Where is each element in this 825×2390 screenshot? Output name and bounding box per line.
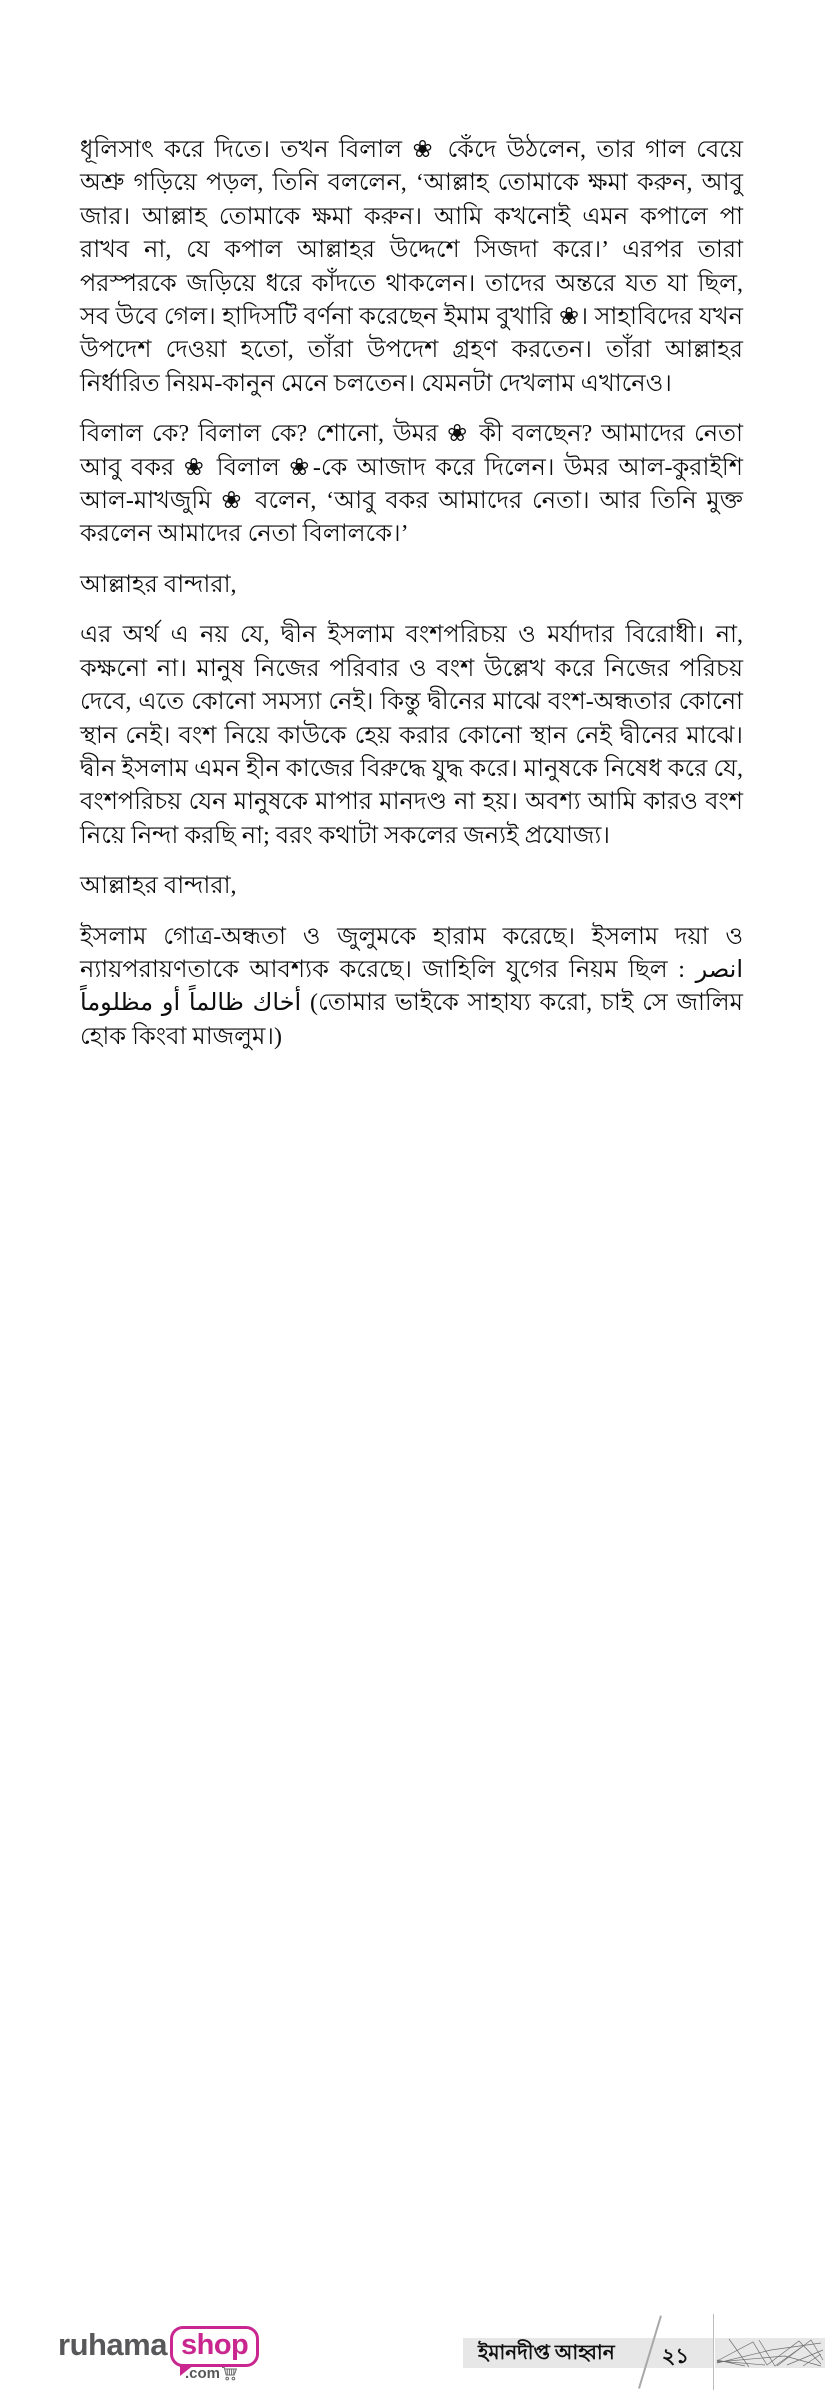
body-paragraph-4: ইসলাম গোত্র-অন্ধতা ও জুলুমকে হারাম করেছে। ইসলাম দয়া ও ন্যায়পরায়ণতাকে আবশ্যক করেছে। জাহিলি যুগের নিয়ম ছিল : انصر أخاك ظالماً أو مظلوماً (তোমার ভাইকে সাহায্য করো, চাই সে জালিম হোক কিংবা মাজলুম।) <box>80 923 743 1050</box>
footer-title-bar <box>463 2338 713 2368</box>
footer-pattern-divider <box>713 2314 714 2390</box>
logo-domain-row <box>185 2365 238 2382</box>
logo-domain-text: .com <box>185 2365 221 2382</box>
logo-brand-text: ruhama <box>58 2327 167 2362</box>
book-title: ইমানদীপ্ত আহ্বান <box>478 2342 615 2364</box>
logo-bubble-text: shop <box>180 2329 249 2361</box>
body-paragraph-2: বিলাল কে? বিলাল কে? শোনো, উমর ❀ কী বলছেন? আমাদের নেতা আবু বকর ❀ বিলাল ❀-কে আজাদ করে দিলেন। উমর আল-কুরাইশি আল-মাখজুমি ❀ বলেন, ‘আবু বকর আমাদের নেতা। আর তিনি মুক্ত করলেন আমাদের নেতা বিলালকে।’ <box>80 421 743 548</box>
salutation-line-2: আল্লাহর বান্দারা, <box>80 873 237 900</box>
ruhamashop-logo <box>58 2326 259 2382</box>
page-number: ২১ <box>661 2344 689 2368</box>
page-body-text <box>80 134 743 1054</box>
body-paragraph-1: ধূলিসাৎ করে দিতে। তখন বিলাল ❀ কেঁদে উঠলেন, তার গাল বেয়ে অশ্রু গড়িয়ে পড়ল, তিনি বললেন, ‘আল্লাহ তোমাকে ক্ষমা করুন, আবু জার। আল্লাহ তোমাকে ক্ষমা করুন। আমি কখনোই এমন কপালে পা রাখব না, যে কপাল আল্লাহর উদ্দেশে সিজদা করে।’ এরপর তারা পরস্পরকে জড়িয়ে ধরে কাঁদতে থাকলেন। তাদের অন্তরে যত যা ছিল, সব উবে গেল। হাদিসটি বর্ণনা করেছেন ইমাম বুখারি ❀। সাহাবিদের যখন উপদেশ দেওয়া হতো, তাঁরা উপদেশ গ্রহণ করতেন। তাঁরা আল্লাহর নির্ধারিত নিয়ম-কানুন মেনে চলতেন। যেমনটা দেখলাম এখানেও। <box>80 137 743 397</box>
footer-ornament-pattern <box>715 2338 825 2368</box>
crossing-lines-pattern-icon <box>715 2338 825 2368</box>
body-paragraph-3: এর অর্থ এ নয় যে, দ্বীন ইসলাম বংশপরিচয় ও মর্যাদার বিরোধী। না, কক্ষনো না। মানুষ নিজের পরিবার ও বংশ উল্লেখ করে নিজের পরিচয় দেবে, এতে কোনো সমস্যা নেই। কিন্তু দ্বীনের মাঝে বংশ-অন্ধতার কোনো স্থান নেই। বংশ নিয়ে কাউকে হেয় করার কোনো স্থান নেই দ্বীনের মাঝে। দ্বীন ইসলাম এমন হীন কাজের বিরুদ্ধে যুদ্ধ করে। মানুষকে নিষেধ করে যে, বংশপরিচয় যেন মানুষকে মাপার মানদণ্ড না হয়। অবশ্য আমি কারও বংশ নিয়ে নিন্দা করছি না; বরং কথাটা সকলের জন্যই প্রযোজ্য। <box>80 622 743 849</box>
salutation-line-1: আল্লাহর বান্দারা, <box>80 571 237 598</box>
shopping-cart-icon <box>221 2366 238 2381</box>
page-footer <box>0 1150 825 2382</box>
logo-shop-bubble <box>170 2326 259 2367</box>
